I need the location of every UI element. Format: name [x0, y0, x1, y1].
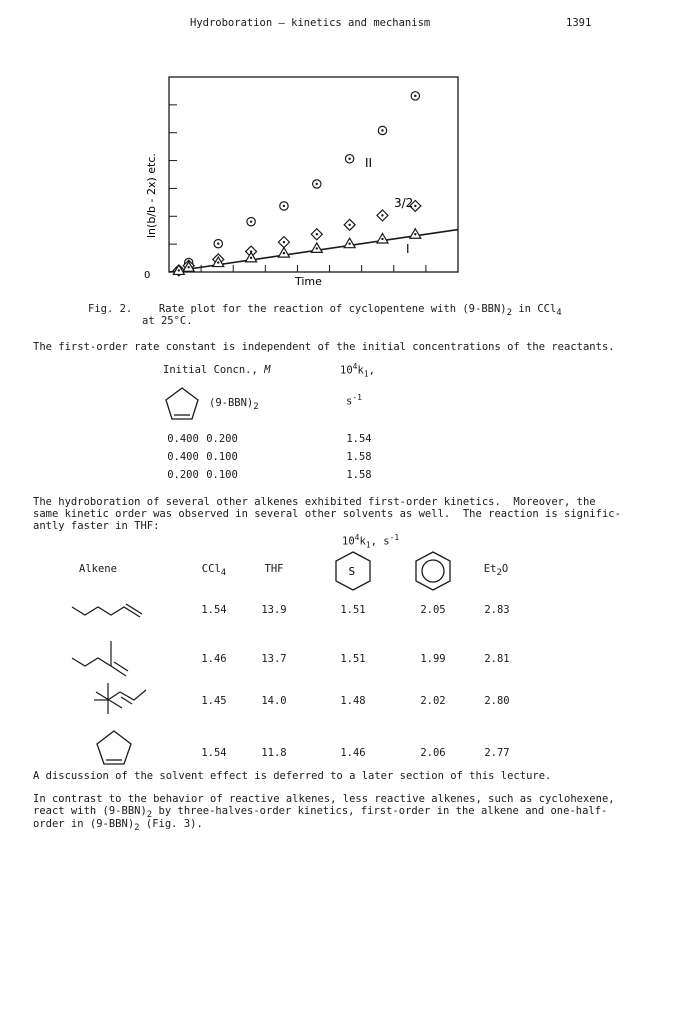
- 2-methyl-1-pentene-structure: [70, 638, 160, 680]
- plot-points: [173, 92, 420, 276]
- paragraph-2: The hydroboration of several other alkenes exhibited first-order kinetics. Moreover, the same kinetic order was observed in several other solvents as well. The reaction is signific- antly faster in THF:: [33, 496, 621, 532]
- t2-r1-ccl4: 1.54: [201, 604, 227, 616]
- table1-header-conc: Initial Concn., M: [163, 364, 271, 376]
- t2-r3-thiophene: 1.48: [340, 695, 366, 707]
- data-point-circle-dot: [345, 155, 353, 163]
- t2-r1-et2o: 2.83: [484, 604, 510, 616]
- y-axis-label: ln(b/b - 2x) etc.: [145, 153, 158, 238]
- table2-header-k: $10^4k_1$, $s^{-1}$: [342, 533, 400, 550]
- thiophene-header-icon: [332, 550, 374, 592]
- t2-r2-benzene: 1.99: [420, 653, 446, 665]
- t2-r3-thf: 14.0: [261, 695, 287, 707]
- data-point-diamond-dot: [377, 210, 388, 221]
- t2-r2-ccl4: 1.46: [201, 653, 227, 665]
- paragraph-1: The first-order rate constant is independent of the initial concentrations of the reactants.: [33, 341, 615, 353]
- t2-r4-ccl4: 1.54: [201, 747, 227, 759]
- paragraph-4-line3: order in $(9-BBN)_2$ (Fig. 3).: [33, 818, 203, 834]
- data-point-circle-dot: [313, 180, 321, 188]
- data-point-diamond-dot: [311, 229, 322, 240]
- data-point-circle-dot: [411, 92, 419, 100]
- 1-hexene-structure: [70, 595, 160, 625]
- series-label-II: II: [365, 156, 373, 170]
- data-point-triangle-dot: [344, 238, 355, 248]
- table2-header-thf: THF: [264, 563, 284, 575]
- benzene-header-icon: [412, 550, 454, 592]
- t2-r4-thf: 11.8: [261, 747, 287, 759]
- t2-r4-et2o: 2.77: [484, 747, 510, 759]
- data-point-circle-dot: [214, 239, 222, 247]
- data-point-circle-dot: [378, 126, 386, 134]
- data-point-circle-dot: [247, 217, 255, 225]
- cyclopentene-structure: [163, 385, 203, 423]
- table1-row2-k: 1.58: [346, 451, 372, 463]
- t2-r4-thiophene: 1.46: [340, 747, 366, 759]
- series-label-3-2: 3/2: [394, 196, 414, 210]
- x-axis-label: Time: [295, 275, 322, 288]
- t2-r2-thiophene: 1.51: [340, 653, 366, 665]
- data-point-diamond-dot: [278, 237, 289, 248]
- t2-r2-thf: 13.7: [261, 653, 287, 665]
- paragraph-3: A discussion of the solvent effect is deferred to a later section of this lecture.: [33, 770, 552, 782]
- paragraph-4-line2: react with $(9-BBN)_2$ by three-halves-order kinetics, first-order in the alkene and one-half-: [33, 805, 608, 821]
- data-point-triangle-dot: [410, 229, 421, 239]
- table1-row1-bbn: 0.200: [206, 433, 238, 445]
- figure-caption: Fig. 2. Rate plot for the reaction of cyclopentene with $(9-BBN)_2$ in CCl$_4$: [88, 303, 562, 319]
- table1-header-bbn: $(9-BBN)_2$: [209, 397, 259, 413]
- table2-header-alkene: Alkene: [79, 563, 117, 575]
- t2-r4-benzene: 2.06: [420, 747, 446, 759]
- t2-r1-thiophene: 1.51: [340, 604, 366, 616]
- table1-row3-alkene: 0.200: [167, 469, 199, 481]
- data-point-triangle-dot: [377, 233, 388, 243]
- table1-row3-bbn: 0.100: [206, 469, 238, 481]
- caption-label: Fig. 2.: [88, 303, 133, 315]
- table1-header-k: $10^4k_1$,: [340, 362, 375, 379]
- series-label-I: I: [406, 242, 410, 256]
- data-point-triangle-dot: [278, 248, 289, 258]
- data-point-circle-dot: [280, 202, 288, 210]
- table2-header-ccl4: CCl$_4$: [201, 563, 227, 579]
- cyclopentene-row-structure: [93, 728, 135, 768]
- t2-r3-et2o: 2.80: [484, 695, 510, 707]
- t2-r3-ccl4: 1.45: [201, 695, 227, 707]
- table1-row1-k: 1.54: [346, 433, 372, 445]
- thiophene-s-letter: S: [348, 565, 356, 578]
- t2-r1-thf: 13.9: [261, 604, 287, 616]
- plot-axes: [169, 77, 458, 272]
- plot-frame: [169, 77, 458, 272]
- data-point-diamond-dot: [344, 219, 355, 230]
- table2-header-et2o: $Et_2O$: [483, 563, 509, 579]
- table1-row3-k: 1.58: [346, 469, 372, 481]
- table1-row2-alkene: 0.400: [167, 451, 199, 463]
- running-header-title: Hydroboration — kinetics and mechanism: [190, 17, 431, 29]
- 3-3-dimethyl-1-butene-structure: [88, 680, 148, 720]
- t2-r2-et2o: 2.81: [484, 653, 510, 665]
- table1-row2-bbn: 0.100: [206, 451, 238, 463]
- t2-r1-benzene: 2.05: [420, 604, 446, 616]
- data-point-triangle-dot: [311, 243, 322, 253]
- page-number: 1391: [566, 17, 592, 29]
- caption-text: Rate plot for the reaction of cyclopentene with (9-BBN): [158, 303, 507, 315]
- t2-r3-benzene: 2.02: [420, 695, 446, 707]
- paragraph-4-line1: In contrast to the behavior of reactive alkenes, less reactive alkenes, such as cyclohexene,: [33, 793, 615, 805]
- table1-row1-alkene: 0.400: [167, 433, 199, 445]
- origin-label: 0: [144, 270, 151, 281]
- figure-caption-line2: at 25°C.: [142, 315, 193, 327]
- table1-header-unit: $s^{-1}$: [346, 393, 362, 408]
